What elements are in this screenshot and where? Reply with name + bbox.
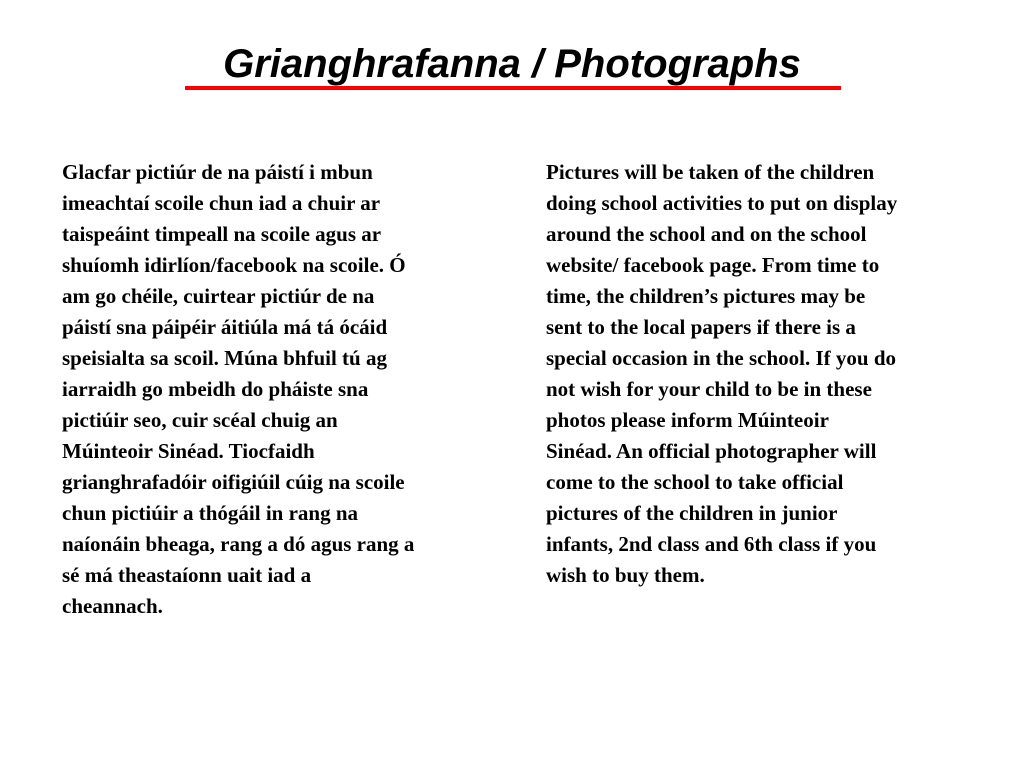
irish-text-column: Glacfar pictiúr de na páistí i mbun imeachtaí scoile chun iad a chuir ar taispeáint timpeall na scoile agus ar shuíomh idirlíon/facebook na scoile. Ó am go chéile, cuirtear pictiúr de na páistí sna páipéir áitiúla má tá ócáid speisialta sa scoil. Múna bhfuil tú ag iarraidh go mbeidh do pháiste sna pictiúir seo, cuir scéal chuig an Múinteoir Sinéad. Tiocfaidh grianghrafadóir oifigiúil cúig na scoile chun pictiúir a thógáil in rang na naíonáin bheaga, rang a dó agus rang a sé má theastaíonn uait iad a cheannach. [62,160,415,618]
english-text-column: Pictures will be taken of the children doing school activities to put on display around the school and on the school website/ facebook page. From time to time, the children’s pictures may be sent to the local papers if there is a special occasion in the school. If you do not wish for your child to be in these photos please inform Múinteoir Sinéad. An official photographer will come to the school to take official pictures of the children in junior infants, 2nd class and 6th class if you wish to buy them. [546,160,898,587]
title-underline [185,86,841,90]
slide-title: Grianghrafanna / Photographs [223,42,801,86]
